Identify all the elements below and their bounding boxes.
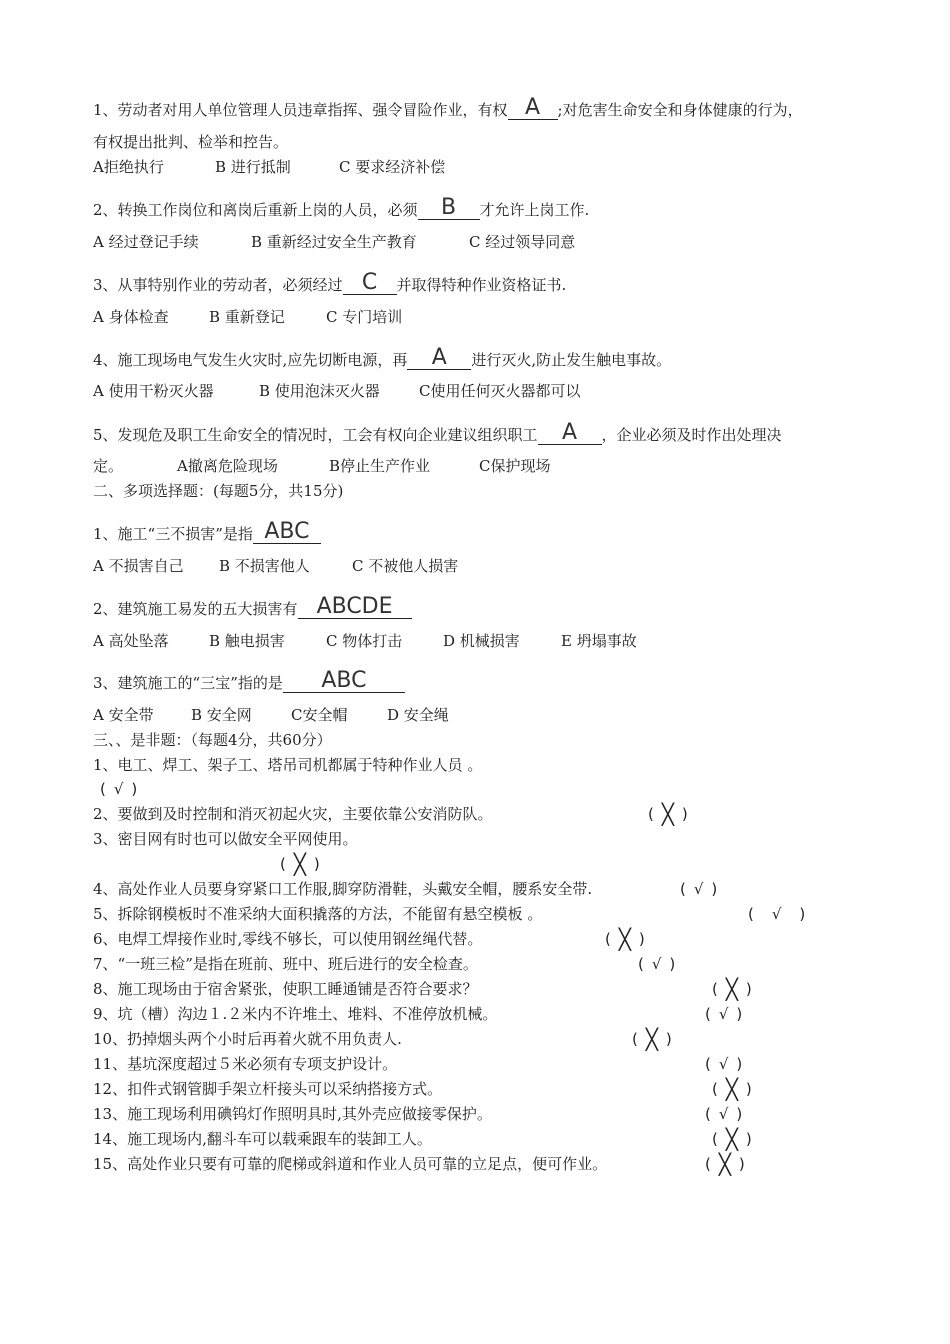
tf-item-3: 3、密目网有时也可以做安全平网使用。	[93, 830, 358, 848]
tf-mark-3: ( ╳ )	[280, 852, 320, 876]
answer-blank: ABC	[253, 521, 321, 544]
tf-item-2: 2、要做到及时控制和消灭初起火灾，主要依靠公安消防队。	[93, 805, 493, 823]
tf-item-13: 13、施工现场利用碘钨灯作照明具时,其外壳应做接零保护。	[93, 1105, 492, 1123]
section3-title: 三、、是非题：（每题4分，共60分）	[93, 731, 332, 749]
question-1-cont: 有权提出批判、检举和控告。	[93, 133, 289, 151]
section2-title: 二、多项选择题：(每题5分，共15分)	[93, 482, 344, 500]
tf-item-11: 11、基坑深度超过５米必须有专项支护设计。	[93, 1055, 398, 1073]
multi-question-3-options: A 安全带 B 安全网 C安全帽 D 安全绳	[93, 706, 449, 724]
multi-question-2-options: A 高处坠落 B 触电损害 C 物体打击 D 机械损害 E 坍塌事故	[93, 632, 637, 650]
question-4: 4、施工现场电气发生火灾时,应先切断电源，再 A 进行灭火,防止发生触电事故。	[93, 345, 672, 370]
tf-mark-11: ( √ )	[705, 1055, 743, 1073]
tf-mark-9: ( √ )	[705, 1005, 743, 1023]
tf-item-4: 4、高处作业人员要身穿紧口工作服,脚穿防滑鞋，头戴安全帽，腰系安全带.	[93, 880, 593, 898]
question-5: 5、发现危及职工生命安全的情况时，工会有权向企业建议组织职工 A ，企业必须及时作出处理决	[93, 420, 782, 445]
tf-mark-5: ( √ )	[748, 905, 806, 923]
tf-mark-7: ( √ )	[638, 955, 676, 973]
tf-mark-6: ( ╳ )	[605, 927, 645, 951]
tf-mark-2: ( ╳ )	[648, 802, 688, 826]
tf-mark-12: ( ╳ )	[712, 1077, 752, 1101]
tf-item-14: 14、施工现场内,翻斗车可以载乘跟车的装卸工人。	[93, 1130, 432, 1148]
tf-item-1: 1、电工、焊工、架子工、塔吊司机都属于特种作业人员 。	[93, 756, 483, 774]
answer-blank: A	[538, 422, 602, 445]
tf-mark-8: ( ╳ )	[712, 977, 752, 1001]
tf-mark-1: ( √ )	[100, 780, 138, 798]
tf-item-6: 6、电焊工焊接作业时,零线不够长，可以使用钢丝绳代替。	[93, 930, 483, 948]
tf-item-7: 7、“一班三检”是指在班前、班中、班后进行的安全检查。	[93, 955, 478, 973]
answer-blank: A	[508, 97, 558, 120]
question-1: 1、劳动者对用人单位管理人员违章指挥、强令冒险作业，有权 A ;对危害生命安全和身体健康的行为，	[93, 95, 803, 120]
tf-mark-13: ( √ )	[705, 1105, 743, 1123]
tf-item-8: 8、施工现场由于宿舍紧张，使职工睡通铺是否符合要求？	[93, 980, 478, 998]
question-3-options: A 身体检查 B 重新登记 C 专门培训	[93, 308, 403, 326]
answer-blank: A	[407, 347, 471, 370]
tf-item-10: 10、扔掉烟头两个小时后再着火就不用负责人.	[93, 1030, 402, 1048]
question-4-options: A 使用干粉灭火器 B 使用泡沫灭火器 C使用任何灭火器都可以	[93, 382, 581, 400]
tf-mark-15: ( ╳ )	[705, 1152, 745, 1176]
tf-mark-14: ( ╳ )	[712, 1127, 752, 1151]
multi-question-1: 1、施工“三不损害”是指 ABC	[93, 521, 321, 544]
tf-mark-10: ( ╳ )	[632, 1027, 672, 1051]
tf-item-12: 12、扣件式钢管脚手架立杆接头可以采纳搭接方式。	[93, 1080, 443, 1098]
answer-blank: B	[418, 197, 480, 220]
question-5-cont: 定。 A撤离危险现场 B停止生产作业 C保护现场	[93, 457, 551, 475]
question-2-options: A 经过登记手续 B 重新经过安全生产教育 C 经过领导同意	[93, 233, 576, 251]
answer-blank: ABCDE	[298, 596, 412, 619]
answer-blank: ABC	[283, 670, 405, 693]
multi-question-2: 2、建筑施工易发的五大损害有 ABCDE	[93, 596, 412, 619]
multi-question-3: 3、建筑施工的“三宝”指的是 ABC	[93, 670, 405, 693]
tf-item-5: 5、拆除钢模板时不准采纳大面积撬落的方法，不能留有悬空模板 。	[93, 905, 543, 923]
question-3: 3、从事特别作业的劳动者，必须经过 C 并取得特种作业资格证书.	[93, 270, 567, 295]
tf-item-9: 9、坑（槽）沟边１.２米内不许堆土、堆料、不准停放机械。	[93, 1005, 498, 1023]
tf-mark-4: ( √ )	[680, 880, 718, 898]
question-1-options: A拒绝执行 B 进行抵制 C 要求经济补偿	[93, 158, 446, 176]
multi-question-1-options: A 不损害自己 B 不损害他人 C 不被他人损害	[93, 557, 459, 575]
tf-item-15: 15、高处作业只要有可靠的爬梯或斜道和作业人员可靠的立足点，便可作业。	[93, 1155, 608, 1173]
question-2: 2、转换工作岗位和离岗后重新上岗的人员，必须 B 才允许上岗工作.	[93, 195, 590, 220]
answer-blank: C	[343, 272, 397, 295]
